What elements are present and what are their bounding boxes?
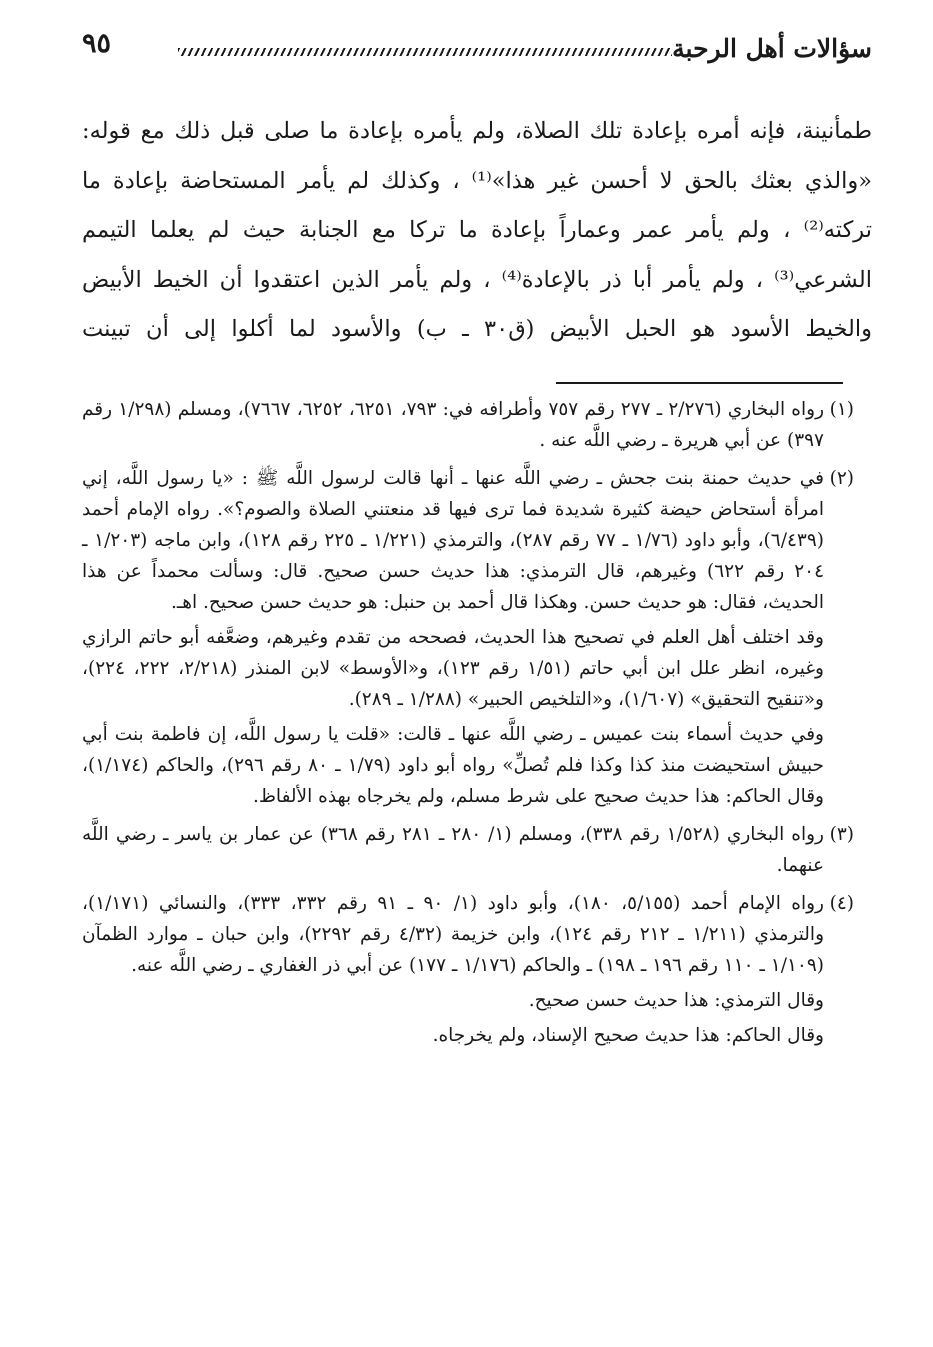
footnotes bbox=[82, 394, 854, 1058]
header-rule bbox=[178, 48, 672, 56]
main-text-line: تركته⁽²⁾ ، ولم يأمر عمر وعماراً بإعادة ما تركا مع الجنابة حيث لم يعلما التيمم bbox=[82, 217, 872, 243]
main-text-line: الشرعي⁽³⁾ ، ولم يأمر أبا ذر بالإعادة⁽⁴⁾ ، ولم يأمر الذين اعتقدوا أن الخيط الأبيض bbox=[82, 266, 872, 293]
footnote-number: (٤) bbox=[829, 893, 854, 914]
page-header bbox=[82, 28, 872, 72]
footnote-separator bbox=[556, 382, 843, 384]
footnote-paragraph: وقال الترمذي: هذا حديث حسن صحيح. bbox=[528, 990, 824, 1011]
footnote-2 bbox=[82, 463, 854, 812]
footnote-number: (٢) bbox=[829, 468, 854, 489]
footnote-paragraph: وقد اختلف أهل العلم في تصحيح هذا الحديث، فصححه من تقدم وغيرهم، وضعَّفه أبو حاتم الرازي وغيره، انظر علل ابن أبي حاتم (١/٥١ رقم ١٢٣)، و«الأوسط» لابن المنذر (٢/٢١٨، ٢٢٢، ٢٢٤)، و«تنقيح التحقيق» (١/٦٠٧)، و«التلخيص الحبير» (١/٢٨٨ ـ ٢٨٩). bbox=[82, 627, 824, 710]
footnote-1 bbox=[82, 394, 854, 456]
footnote-number: (١) bbox=[829, 399, 854, 420]
main-text-line: والخيط الأسود هو الحبل الأبيض (ق٣٠ ـ ب) والأسود لما أكلوا إلى أن تبينت bbox=[82, 316, 872, 342]
footnote-paragraph: رواه الإمام أحمد (٥/١٥٥، ١٨٠)، وأبو داود (١/ ٩٠ ـ ٩١ رقم ٣٣٢، ٣٣٣)، والنسائي (١/١٧١)، والترمذي (١/٢١١ ـ ٢١٢ رقم ١٢٤)، وابن خزيمة (٤/٣٢ رقم ٢٢٩٢)، وابن حبان ـ موارد الظمآن (١/١٠٩ ـ ١١٠ رقم ١٩٦ ـ ١٩٨) ـ والحاكم (١/١٧٦ ـ ١٧٧) عن أبي ذر الغفاري ـ رضي اللَّه عنه. bbox=[82, 893, 825, 976]
main-text-line: طمأنينة، فإنه أمره بإعادة تلك الصلاة، ولم يأمره بإعادة ما صلى قبل ذلك مع قوله: bbox=[82, 118, 872, 144]
main-text bbox=[82, 107, 872, 355]
footnote-paragraph: وفي حديث أسماء بنت عميس ـ رضي اللَّه عنها ـ قالت: «قلت يا رسول اللَّه، إن فاطمة بنت أبي حبيش استحيضت منذ كذا وكذا فلم تُصلِّ» رواه أبو داود (١/٧٩ ـ ٨٠ رقم ٢٩٦)، والحاكم (١/١٧٤)، وقال الحاكم: هذا حديث صحيح على شرط مسلم، ولم يخرجاه بهذه الألفاظ. bbox=[82, 724, 824, 807]
footnote-paragraph: وقال الحاكم: هذا حديث صحيح الإسناد، ولم يخرجاه. bbox=[432, 1025, 824, 1046]
footnote-paragraph: رواه البخاري (٢/٢٧٦ ـ ٢٧٧ رقم ٧٥٧ وأطرافه في: ٧٩٣، ٦٢٥١، ٦٢٥٢، ٧٦٦٧)، ومسلم (١/٢٩٨ رقم ٣٩٧) عن أبي هريرة ـ رضي اللَّه عنه . bbox=[82, 399, 825, 451]
main-text-line: «والذي بعثك بالحق لا أحسن غير هذا»⁽¹⁾ ، وكذلك لم يأمر المستحاضة بإعادة ما bbox=[82, 167, 872, 194]
footnote-4 bbox=[82, 888, 854, 1051]
footnote-paragraph: رواه البخاري (١/٥٢٨ رقم ٣٣٨)، ومسلم (١/ ٢٨٠ ـ ٢٨١ رقم ٣٦٨) عن عمار بن ياسر ـ رضي اللَّه عنهما. bbox=[82, 824, 824, 876]
page-number: ٩٥ bbox=[82, 28, 112, 59]
footnote-3 bbox=[82, 819, 854, 881]
running-title: سؤالات أهل الرحبة bbox=[672, 34, 872, 63]
footnote-paragraph: في حديث حمنة بنت جحش ـ رضي اللَّه عنها ـ أنها قالت لرسول اللَّه ﷺ : «يا رسول اللَّه، إني امرأة أستحاض حيضة كثيرة شديدة فما ترى فيها قد منعتني الصلاة والصوم؟». رواه الإمام أحمد (٦/٤٣٩)، وأبو داود (١/٧٦ ـ ٧٧ رقم ٢٨٧)، والترمذي (١/٢٢١ ـ ٢٢٥ رقم ١٢٨)، وابن ماجه (١/٢٠٣ ـ ٢٠٤ رقم ٦٢٢) وغيرهم، قال الترمذي: هذا حديث حسن صحيح. قال: وسألت محمداً عن هذا الحديث، فقال: هو حديث حسن. وهكذا قال أحمد بن حنبل: هو حديث حسن صحيح. اهـ. bbox=[82, 468, 825, 613]
footnote-number: (٣) bbox=[829, 824, 854, 845]
